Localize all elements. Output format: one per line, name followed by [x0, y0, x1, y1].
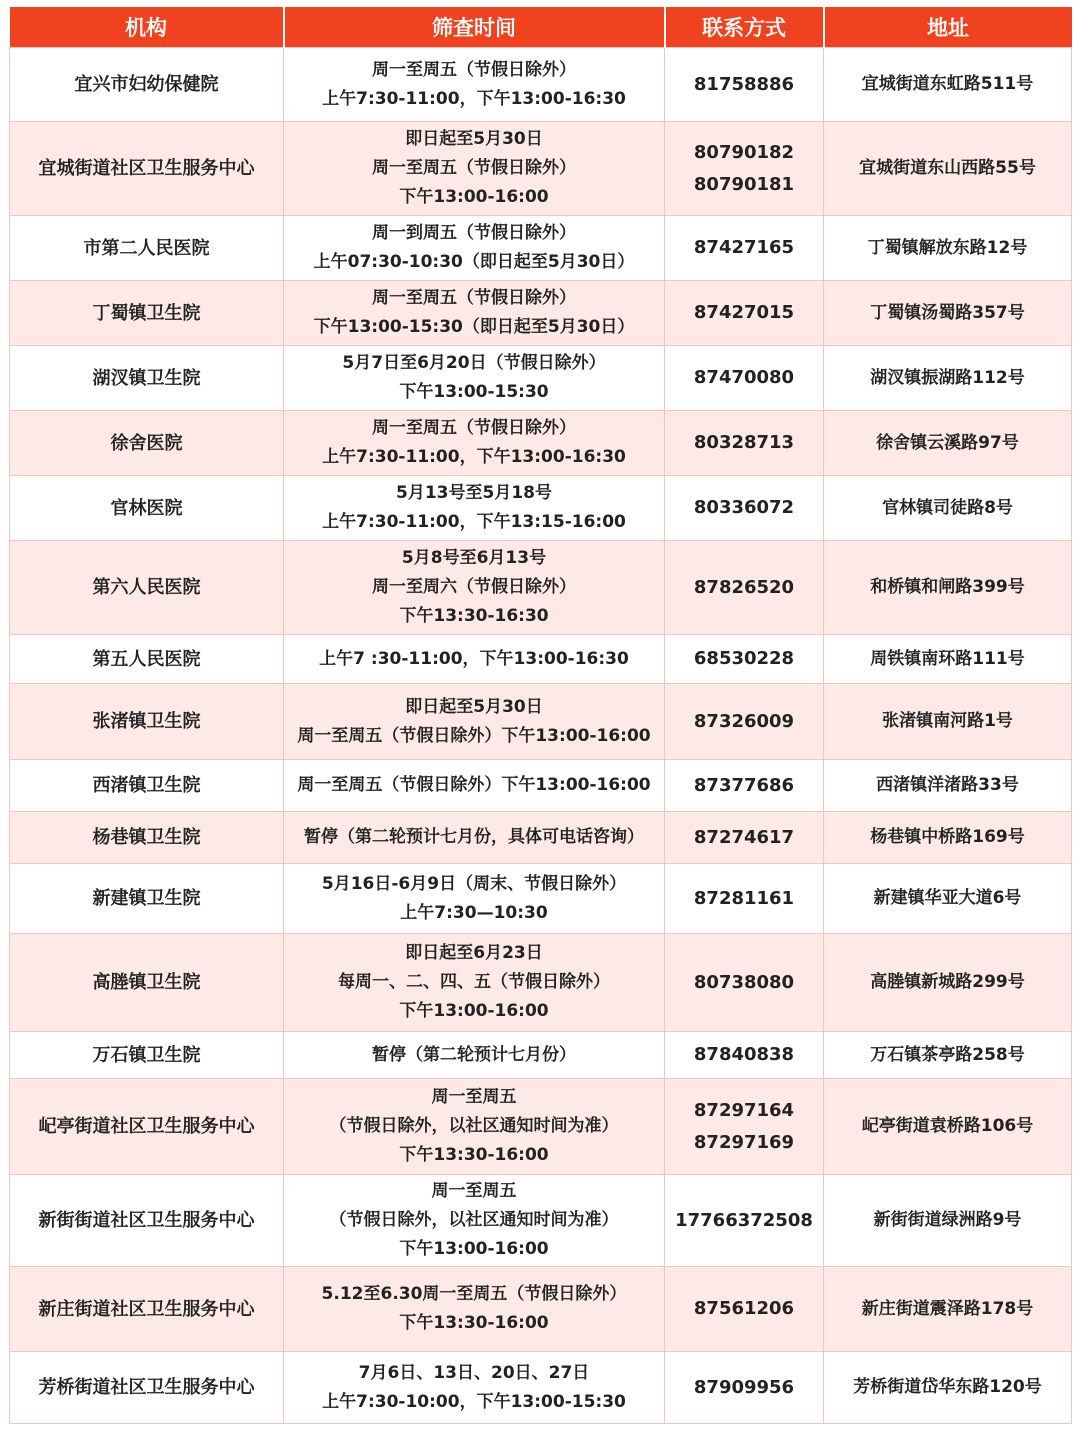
- org-cell: 张渚镇卫生院: [10, 684, 284, 760]
- phone-number[interactable]: 87297169: [693, 1131, 795, 1153]
- time-cell: [284, 1032, 665, 1079]
- org-cell: 丁蜀镇卫生院: [10, 281, 284, 346]
- table-body: [10, 48, 1072, 1424]
- phone-number[interactable]: 87427165: [693, 237, 795, 258]
- time-line: 7月6日、13日、20日、27日: [358, 1362, 590, 1383]
- org-cell: 湖汊镇卫生院: [10, 346, 284, 411]
- phone-number[interactable]: 68530228: [693, 648, 795, 669]
- table-row: [10, 684, 1072, 760]
- table-row: [10, 1352, 1072, 1424]
- table-row: [10, 281, 1072, 346]
- time-cell: [284, 216, 665, 281]
- phone-number[interactable]: 87840838: [693, 1044, 795, 1065]
- address-cell: 新街街道绿洲路9号: [824, 1175, 1072, 1267]
- time-cell: [284, 934, 665, 1032]
- time-line: 周一至周五（节假日除外）: [372, 59, 576, 80]
- time-line: 上午7 :30-11:00，下午13:00-16:30: [319, 648, 629, 669]
- org-cell: 第六人民医院: [10, 541, 284, 635]
- time-line: （节假日除外，以社区通知时间为准）: [329, 1210, 619, 1230]
- table-row: [10, 1267, 1072, 1352]
- address-cell: 周铁镇南环路111号: [824, 635, 1072, 684]
- phone-cell: [665, 216, 824, 281]
- time-cell: [284, 812, 665, 864]
- phone-cell: [665, 1352, 824, 1424]
- time-cell: [284, 684, 665, 760]
- address-cell: 芳桥街道岱华东路120号: [824, 1352, 1072, 1424]
- phone-number[interactable]: 87427015: [693, 302, 795, 323]
- phone-cell: [665, 812, 824, 864]
- phone-cell: [665, 1267, 824, 1352]
- table-row: [10, 122, 1072, 216]
- time-line: 5月8号至6月13号: [401, 548, 547, 568]
- time-line: 周一至周五（节假日除外）下午13:00-16:00: [297, 725, 651, 746]
- org-cell: 高塍镇卫生院: [10, 934, 284, 1032]
- time-cell: [284, 281, 665, 346]
- time-line: 下午13:30-16:00: [399, 1313, 549, 1333]
- phone-cell: [665, 122, 824, 216]
- time-cell: [284, 760, 665, 812]
- org-cell: 屺亭街道社区卫生服务中心: [10, 1079, 284, 1175]
- address-cell: 西渚镇洋渚路33号: [824, 760, 1072, 812]
- time-line: 下午13:00-16:00: [399, 1001, 549, 1021]
- time-line: 周一至周五: [431, 1181, 517, 1201]
- org-cell: 新街街道社区卫生服务中心: [10, 1175, 284, 1267]
- time-cell: [284, 635, 665, 684]
- phone-cell: [665, 541, 824, 635]
- schedule-table: [9, 7, 1072, 1424]
- table-row: [10, 216, 1072, 281]
- time-line: 上午7:30-11:00，下午13:00-16:30: [322, 88, 626, 109]
- address-cell: 高塍镇新城路299号: [824, 934, 1072, 1032]
- time-line: 下午13:00-15:30（即日起至5月30日）: [313, 317, 635, 337]
- address-cell: 新庄街道震泽路178号: [824, 1267, 1072, 1352]
- phone-number[interactable]: 87826520: [693, 576, 795, 598]
- phone-cell: [665, 48, 824, 122]
- phone-cell: [665, 1079, 824, 1175]
- phone-cell: [665, 411, 824, 476]
- table-row: [10, 1079, 1072, 1175]
- address-cell: 张渚镇南河路1号: [824, 684, 1072, 760]
- time-cell: [284, 122, 665, 216]
- phone-cell: [665, 1032, 824, 1079]
- address-cell: 徐舍镇云溪路97号: [824, 411, 1072, 476]
- address-cell: 和桥镇和闸路399号: [824, 541, 1072, 635]
- time-cell: [284, 1352, 665, 1424]
- table-row: [10, 346, 1072, 411]
- time-line: 上午7:30-10:00，下午13:00-15:30: [322, 1391, 626, 1412]
- table-row: [10, 864, 1072, 934]
- time-cell: [284, 1267, 665, 1352]
- time-line: 暂停（第二轮预计七月份）: [372, 1044, 576, 1065]
- table-row: [10, 476, 1072, 541]
- phone-number[interactable]: 87377686: [693, 774, 795, 796]
- address-cell: 丁蜀镇解放东路12号: [824, 216, 1072, 281]
- phone-cell: [665, 864, 824, 934]
- phone-cell: [665, 1175, 824, 1267]
- time-cell: [284, 48, 665, 122]
- address-cell: 官林镇司徒路8号: [824, 476, 1072, 541]
- time-line: 上午7:30-11:00，下午13:00-16:30: [322, 447, 626, 467]
- org-cell: 新建镇卫生院: [10, 864, 284, 934]
- time-line: 每周一、二、四、五（节假日除外）: [338, 972, 610, 992]
- org-cell: 宜兴市妇幼保健院: [10, 48, 284, 122]
- time-line: 上午7:30-11:00，下午13:15-16:00: [322, 512, 626, 532]
- header-time: 筛查时间: [284, 7, 665, 48]
- time-line: 周一至周五（节假日除外）: [372, 418, 576, 438]
- org-cell: 芳桥街道社区卫生服务中心: [10, 1352, 284, 1424]
- time-line: （节假日除外，以社区通知时间为准）: [329, 1116, 619, 1136]
- time-line: 5月16日-6月9日（周末、节假日除外）: [321, 873, 627, 894]
- time-line: 周一到周五（节假日除外）: [372, 223, 576, 243]
- phone-cell: [665, 635, 824, 684]
- time-cell: [284, 864, 665, 934]
- time-line: 下午13:00-16:00: [399, 187, 549, 207]
- table-row: [10, 411, 1072, 476]
- header-address: 地址: [824, 7, 1072, 48]
- time-line: 周一至周五（节假日除外）下午13:00-16:00: [297, 775, 651, 795]
- address-cell: 屺亭街道袁桥路106号: [824, 1079, 1072, 1175]
- phone-cell: [665, 281, 824, 346]
- table-row: [10, 541, 1072, 635]
- org-cell: 宜城街道社区卫生服务中心: [10, 122, 284, 216]
- time-line: 5.12至6.30周一至周五（节假日除外）: [321, 1284, 627, 1304]
- time-line: 即日起至6月23日: [405, 943, 543, 963]
- phone-number[interactable]: 87909956: [693, 1376, 795, 1398]
- org-cell: 新庄街道社区卫生服务中心: [10, 1267, 284, 1352]
- org-cell: 西渚镇卫生院: [10, 760, 284, 812]
- address-cell: 杨巷镇中桥路169号: [824, 812, 1072, 864]
- address-cell: 新建镇华亚大道6号: [824, 864, 1072, 934]
- table-row: [10, 812, 1072, 864]
- phone-number[interactable]: 87561206: [693, 1298, 795, 1319]
- table-row: [10, 635, 1072, 684]
- phone-number[interactable]: 80790182: [693, 141, 795, 163]
- phone-number[interactable]: 87326009: [693, 710, 795, 732]
- phone-cell: [665, 476, 824, 541]
- table-row: [10, 760, 1072, 812]
- time-line: 周一至周五: [431, 1087, 517, 1107]
- phone-number[interactable]: 81758886: [693, 73, 795, 95]
- time-cell: [284, 541, 665, 635]
- phone-number[interactable]: 87274617: [693, 826, 795, 848]
- time-line: 暂停（第二轮预计七月份，具体可电话咨询）: [304, 827, 644, 847]
- time-line: 下午13:00-15:30: [399, 382, 549, 402]
- time-line: 即日起至5月30日: [405, 696, 543, 717]
- org-cell: 万石镇卫生院: [10, 1032, 284, 1079]
- phone-number[interactable]: 80790181: [693, 173, 795, 195]
- address-cell: 万石镇茶亭路258号: [824, 1032, 1072, 1079]
- time-cell: [284, 1079, 665, 1175]
- phone-cell: [665, 684, 824, 760]
- table-row: [10, 934, 1072, 1032]
- org-cell: 徐舍医院: [10, 411, 284, 476]
- time-line: 下午13:30-16:30: [399, 606, 549, 626]
- phone-number[interactable]: 17766372508: [675, 1209, 813, 1231]
- header-row: [10, 7, 1072, 48]
- phone-number[interactable]: 87281161: [693, 887, 795, 909]
- phone-cell: [665, 346, 824, 411]
- time-line: 下午13:00-16:00: [399, 1239, 549, 1259]
- phone-number[interactable]: 80738080: [693, 971, 795, 993]
- address-cell: 宜城街道东山西路55号: [824, 122, 1072, 216]
- table-row: [10, 1175, 1072, 1267]
- address-cell: 湖汊镇振湖路112号: [824, 346, 1072, 411]
- time-cell: [284, 1175, 665, 1267]
- time-line: 上午7:30—10:30: [400, 902, 548, 923]
- time-line: 周一至周五（节假日除外）: [372, 158, 576, 178]
- org-cell: 官林医院: [10, 476, 284, 541]
- time-line: 上午07:30-10:30（即日起至5月30日）: [313, 252, 635, 272]
- phone-number[interactable]: 80336072: [693, 497, 795, 518]
- org-cell: 市第二人民医院: [10, 216, 284, 281]
- time-cell: [284, 476, 665, 541]
- time-line: 即日起至5月30日: [405, 129, 543, 149]
- org-cell: 杨巷镇卫生院: [10, 812, 284, 864]
- time-line: 5月7日至6月20日（节假日除外）: [342, 353, 606, 373]
- time-cell: [284, 411, 665, 476]
- screening-schedule: [9, 7, 1071, 1424]
- time-line: 周一至周五（节假日除外）: [372, 288, 576, 308]
- time-line: 5月13号至5月18号: [396, 483, 552, 503]
- table-row: [10, 1032, 1072, 1079]
- org-cell: 第五人民医院: [10, 635, 284, 684]
- phone-cell: [665, 760, 824, 812]
- time-line: 下午13:30-16:00: [399, 1145, 549, 1165]
- phone-cell: [665, 934, 824, 1032]
- header-phone: 联系方式: [665, 7, 824, 48]
- time-line: 周一至周六（节假日除外）: [372, 577, 576, 597]
- address-cell: 丁蜀镇汤蜀路357号: [824, 281, 1072, 346]
- phone-number[interactable]: 87470080: [693, 367, 795, 388]
- table-row: [10, 48, 1072, 122]
- header-org: 机构: [10, 7, 284, 48]
- phone-number[interactable]: 80328713: [693, 432, 795, 453]
- phone-number[interactable]: 87297164: [693, 1099, 795, 1121]
- address-cell: 宜城街道东虹路511号: [824, 48, 1072, 122]
- time-cell: [284, 346, 665, 411]
